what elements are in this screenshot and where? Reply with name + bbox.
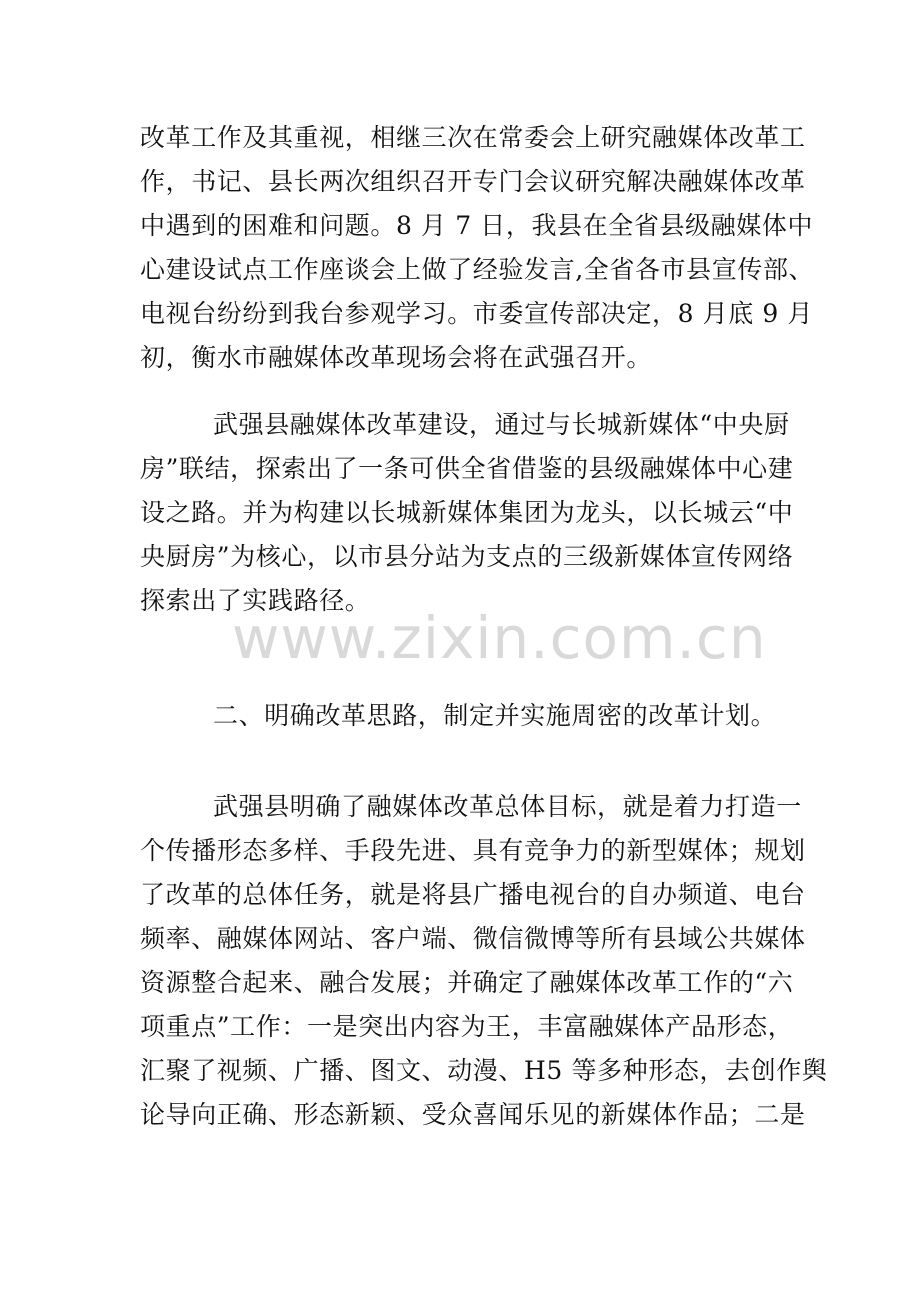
text-line: 个传播形态多样、手段先进、具有竞争力的新型媒体；规划 bbox=[140, 836, 806, 865]
text-line: 房”联结，探索出了一条可供全省借鉴的县级融媒体中心建 bbox=[140, 454, 794, 483]
text-line: 频率、融媒体网站、客户端、微信微博等所有县域公共媒体 bbox=[140, 924, 806, 953]
text-line: 改革工作及其重视，相继三次在常委会上研究融媒体改革工 bbox=[140, 123, 806, 152]
text-line: 电视台纷纷到我台参观学习。市委宣传部决定，8 月底 9 月 bbox=[140, 299, 814, 328]
text-line: 央厨房”为核心，以市县分站为支点的三级新媒体宣传网络 bbox=[140, 542, 794, 571]
section-heading: 二、明确改革思路，制定并实施周密的改革计划。 bbox=[213, 701, 777, 730]
text-line: 了改革的总体任务，就是将县广播电视台的自办频道、电台 bbox=[140, 880, 806, 909]
text-line: 心建设试点工作座谈会上做了经验发言,全省各市县宣传部、 bbox=[140, 255, 815, 284]
text-line: 作，书记、县长两次组织召开专门会议研究解决融媒体改革 bbox=[140, 167, 806, 196]
text-line: 初，衡水市融媒体改革现场会将在武强召开。 bbox=[140, 343, 653, 372]
text-line: 武强县明确了融媒体改革总体目标，就是着力打造一 bbox=[213, 792, 802, 821]
text-line: 设之路。并为构建以长城新媒体集团为龙头，以长城云“中 bbox=[140, 498, 794, 527]
text-line: 资源整合起来、融合发展；并确定了融媒体改革工作的“六 bbox=[140, 968, 794, 997]
text-line: 中遇到的困难和问题。8 月 7 日，我县在全省县级融媒体中 bbox=[140, 211, 814, 240]
text-line: 汇聚了视频、广播、图文、动漫、H5 等多种形态，去创作舆 bbox=[140, 1056, 828, 1085]
text-line: 项重点”工作：一是突出内容为王，丰富融媒体产品形态， bbox=[140, 1012, 794, 1041]
watermark: www.zixin.com.cn bbox=[232, 604, 767, 672]
text-line: 探索出了实践路径。 bbox=[140, 586, 371, 615]
text-line: 武强县融媒体改革建设，通过与长城新媒体“中央厨 bbox=[213, 410, 790, 439]
text-line: 论导向正确、形态新颖、受众喜闻乐见的新媒体作品；二是 bbox=[140, 1100, 806, 1129]
